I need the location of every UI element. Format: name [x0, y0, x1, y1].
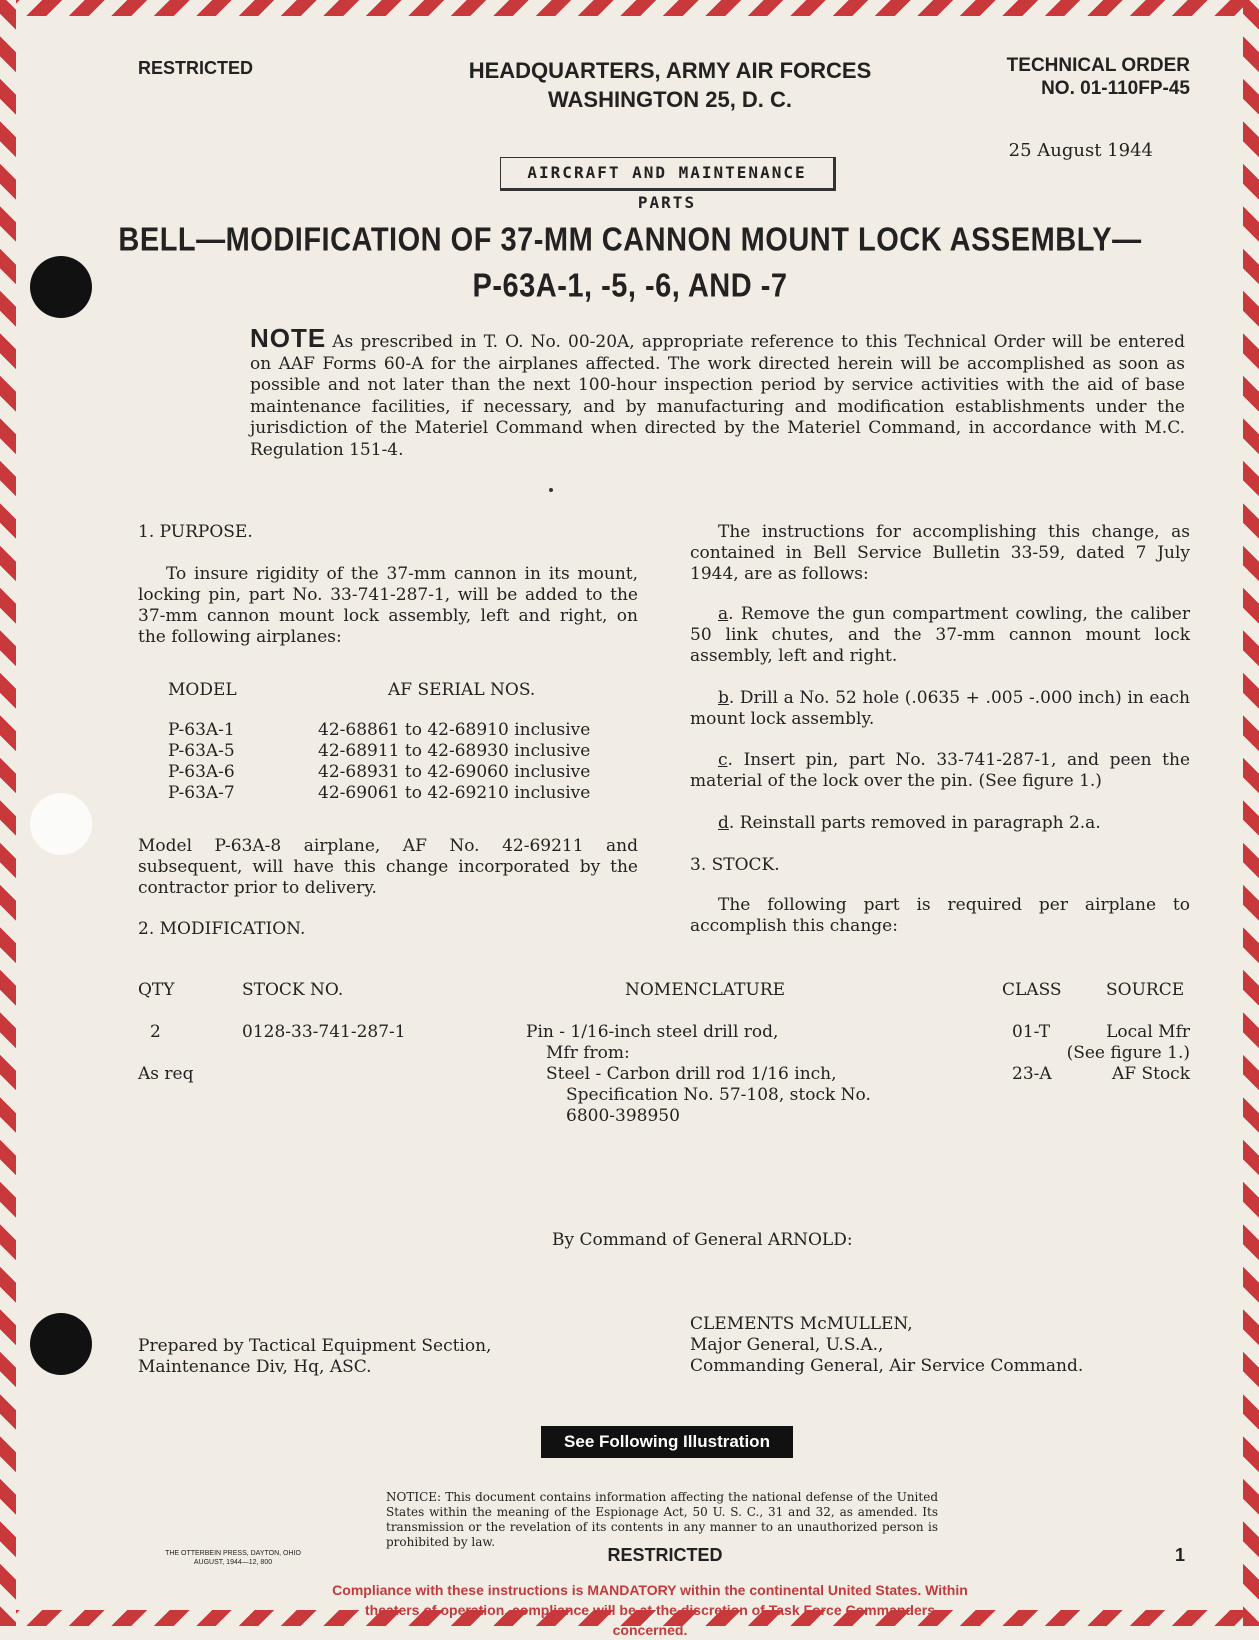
prepared-by: [138, 1336, 491, 1378]
compliance-line: Compliance with these instructions is MANDATORY within the continental United States. Within: [332, 1582, 968, 1598]
compliance-statement: [330, 1580, 970, 1640]
qty-cell: 2: [150, 1022, 161, 1042]
step-a: a. Remove the gun compartment cowling, the caliber 50 link chutes, and the 37-mm cannon mount lock assembly, left and right.: [690, 604, 1190, 666]
signature-name: CLEMENTS McMULLEN,: [690, 1314, 913, 1334]
model-cell: P-63A-1: [168, 720, 235, 740]
note-label: NOTE: [250, 323, 327, 353]
section-heading: 3. STOCK.: [690, 855, 780, 875]
stock-header: STOCK NO.: [242, 980, 344, 1000]
border-stripe-left: [0, 0, 16, 1626]
source-cell: (See figure 1.): [1066, 1043, 1190, 1063]
serial-cell: 42-69061 to 42-69210 inclusive: [318, 783, 591, 803]
step-text: Drill a No. 52 hole (.0635 + .005 -.000 inch) in each mount lock assembly.: [690, 688, 1191, 729]
note-paragraph: [250, 323, 1185, 461]
class-cell: 23-A: [1012, 1064, 1052, 1084]
prepared-line: Prepared by Tactical Equipment Section,: [138, 1336, 492, 1356]
class-cell: 01-T: [1012, 1022, 1051, 1042]
model-cell: P-63A-5: [168, 741, 235, 761]
punch-hole: [30, 1313, 92, 1375]
serial-cell: 42-68931 to 42-69060 inclusive: [318, 762, 591, 782]
stock-intro: The following part is required per airplane to accomplish this change:: [690, 895, 1190, 936]
command-line: By Command of General ARNOLD:: [552, 1230, 853, 1250]
nomenclature-header: NOMENCLATURE: [625, 980, 786, 1000]
hq-line: WASHINGTON 25, D. C.: [547, 87, 793, 112]
serial-cell: 42-68861 to 42-68910 inclusive: [318, 720, 591, 740]
step-text: Reinstall parts removed in paragraph 2.a.: [739, 813, 1101, 833]
security-notice: NOTICE: This document contains information affecting the national defense of the United States within the meaning of the Espionage Act, 50 U. S. C., 31 and 32, as amended. Its transmission or the revelation of its contents in any manner to an unauthorized person is prohibited by law.: [386, 1490, 938, 1549]
section-heading: 1. PURPOSE.: [138, 522, 253, 542]
category-box: AIRCRAFT AND MAINTENANCE PARTS: [500, 157, 836, 191]
technical-order-number: [1000, 54, 1190, 100]
qty-cell: As req: [138, 1064, 194, 1084]
prepared-line: Maintenance Div, Hq, ASC.: [138, 1357, 372, 1377]
serial-table: [168, 720, 590, 804]
compliance-line: theaters of operation, compliance will be at the discretion of Task Force Commanders concerned.: [365, 1602, 935, 1638]
document-title: BELL—MODIFICATION OF 37-MM CANNON MOUNT LOCK ASSEMBLY—: [118, 221, 1142, 259]
signature-rank: Major General, U.S.A.,: [690, 1335, 884, 1355]
step-letter: a: [718, 604, 729, 624]
model-cell: P-63A-7: [168, 783, 235, 803]
issue-date: 25 August 1944: [1008, 140, 1153, 161]
step-b: b. Drill a No. 52 hole (.0635 + .005 -.000 inch) in each mount lock assembly.: [690, 688, 1191, 729]
classification-top: RESTRICTED: [138, 58, 254, 78]
note-text: As prescribed in T. O. No. 00-20A, appropriate reference to this Technical Order will be entered on AAF Forms 60-A for the airplanes affected. The work directed herein will be accomplished as soon as possible and not later than the next 100-hour inspection period by service activities with the aid of base maintenance facilities, if necessary, and by manufacturing and modification establishments under the jurisdiction of the Materiel Command when directed by the Materiel Command, in accordance with M.C. Regulation 151-4.: [250, 332, 1185, 460]
step-letter: b: [718, 688, 729, 708]
step-text: Insert pin, part No. 33-741-287-1, and peen the material of the lock over the pin. (See figure 1.): [690, 750, 1190, 791]
signature-block: [690, 1314, 1083, 1377]
step-letter: d: [718, 813, 729, 833]
table-row: [168, 783, 590, 804]
punch-hole: [30, 793, 92, 855]
model-header: MODEL: [168, 680, 237, 700]
signature-title: Commanding General, Air Service Command.: [690, 1356, 1084, 1376]
document-subtitle: P-63A-1, -5, -6, AND -7: [472, 267, 788, 305]
page-number: 1: [1175, 1545, 1186, 1565]
source-cell: AF Stock: [1111, 1064, 1190, 1084]
step-letter: c: [718, 750, 728, 770]
class-header: CLASS: [1002, 980, 1062, 1000]
headquarters-block: [420, 56, 920, 114]
serial-header: AF SERIAL NOS.: [388, 680, 536, 700]
border-stripe-top: [0, 0, 1259, 16]
nomenclature-cell: 6800-398950: [566, 1106, 680, 1126]
hq-line: HEADQUARTERS, ARMY AIR FORCES: [468, 58, 872, 83]
step-text: Remove the gun compartment cowling, the caliber 50 link chutes, and the 37-mm cannon mount lock assembly, left and right.: [690, 604, 1190, 666]
table-row: [168, 720, 590, 741]
to-line: NO. 01-110FP-45: [1041, 78, 1190, 99]
model-cell: P-63A-6: [168, 762, 235, 782]
nomenclature-cell: Mfr from:: [546, 1043, 630, 1063]
source-cell: Local Mfr: [1106, 1022, 1190, 1042]
nomenclature-cell: Steel - Carbon drill rod 1/16 inch,: [546, 1064, 837, 1084]
instructions-paragraph: The instructions for accomplishing this change, as contained in Bell Service Bulletin 33-59, dated 7 July 1944, are as follows:: [690, 522, 1190, 584]
purpose-paragraph: To insure rigidity of the 37-mm cannon in its mount, locking pin, part No. 33-741-287-1, will be added to the 37-mm cannon mount lock assembly, left and right, on the following airplanes:: [138, 564, 638, 647]
printer-imprint: [148, 1549, 318, 1567]
table-row: [168, 762, 590, 783]
step-d: d. Reinstall parts removed in paragraph 2.a.: [718, 813, 1101, 833]
table-row: [168, 741, 590, 762]
press-line: THE OTTERBEIN PRESS, DAYTON, OHIO: [165, 1550, 301, 1557]
step-c: c. Insert pin, part No. 33-741-287-1, and peen the material of the lock over the pin. (See figure 1.): [690, 750, 1190, 791]
subsequent-paragraph: Model P-63A-8 airplane, AF No. 42-69211 and subsequent, will have this change incorporated by the contractor prior to delivery.: [138, 836, 638, 898]
nomenclature-cell: Specification No. 57-108, stock No.: [566, 1085, 871, 1105]
source-header: SOURCE: [1106, 980, 1185, 1000]
stock-cell: 0128-33-741-287-1: [242, 1022, 406, 1042]
qty-header: QTY: [138, 980, 175, 1000]
see-following-illustration-label: See Following Illustration: [541, 1426, 793, 1458]
stray-dot: [549, 488, 553, 492]
to-line: TECHNICAL ORDER: [1006, 55, 1190, 76]
section-heading: 2. MODIFICATION.: [138, 919, 306, 939]
classification-bottom: RESTRICTED: [607, 1545, 723, 1565]
nomenclature-cell: Pin - 1/16-inch steel drill rod,: [526, 1022, 779, 1042]
press-line: AUGUST, 1944—12, 800: [193, 1559, 273, 1566]
serial-cell: 42-68911 to 42-68930 inclusive: [318, 741, 591, 761]
border-stripe-right: [1243, 0, 1259, 1626]
